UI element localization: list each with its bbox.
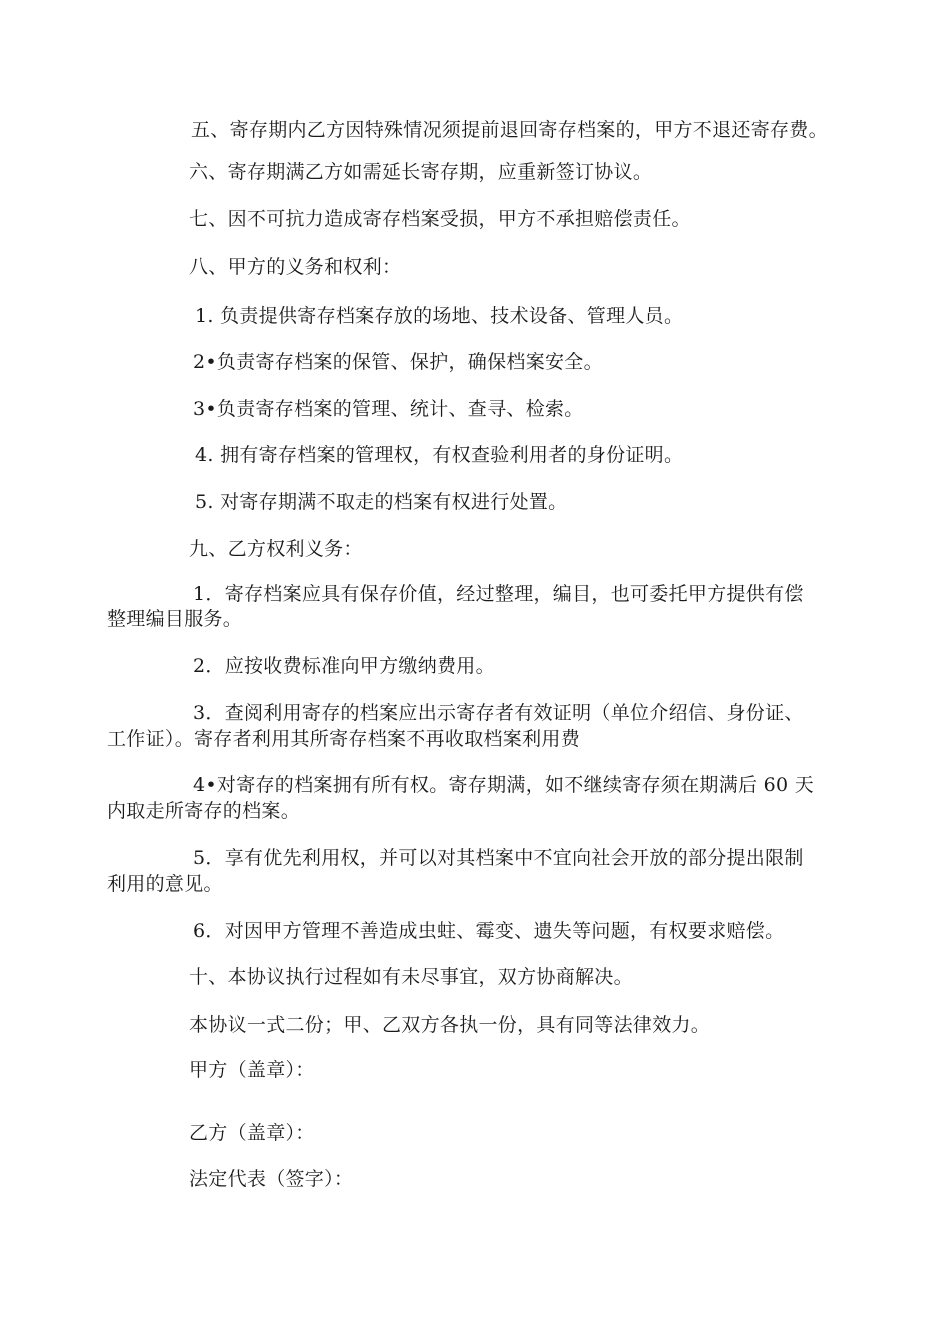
clause-6: 六、寄存期满乙方如需延长寄存期，应重新签订协议。	[189, 161, 653, 183]
party-b-item-continued: 工作证）。寄存者利用其所寄存档案不再收取档案利用费	[107, 728, 581, 750]
party-a-item: 3•负责寄存档案的管理、统计、查寻、检索。	[193, 398, 584, 420]
party-b-item: 6．对因甲方管理不善造成虫蛀、霉变、遗失等问题，有权要求赔偿。	[193, 920, 785, 942]
clause-8-heading: 八、甲方的义务和权利：	[189, 256, 402, 278]
clause-7: 七、因不可抗力造成寄存档案受损，甲方不承担赔偿责任。	[189, 208, 691, 230]
clause-9-heading: 九、乙方权利义务：	[189, 538, 363, 560]
clause-5: 五、寄存期内乙方因特殊情况须提前退回寄存档案的，甲方不退还寄存费。	[191, 119, 828, 141]
party-a-item: 4. 拥有寄存档案的管理权，有权查验利用者的身份证明。	[195, 444, 684, 466]
party-b-item: 1．寄存档案应具有保存价值，经过整理，编目，也可委托甲方提供有偿	[193, 583, 804, 605]
party-a-item: 5. 对寄存期满不取走的档案有权进行处置。	[195, 491, 568, 513]
party-b-item: 2．应按收费标准向甲方缴纳费用。	[193, 655, 495, 677]
party-b-item-continued: 内取走所寄存的档案。	[107, 800, 301, 822]
party-b-item: 4•对寄存的档案拥有所有权。寄存期满，如不继续寄存须在期满后 60 天	[193, 774, 815, 796]
party-a-item: 2•负责寄存档案的保管、保护，确保档案安全。	[193, 351, 603, 373]
copies-statement: 本协议一式二份；甲、乙双方各执一份，具有同等法律效力。	[189, 1014, 711, 1036]
party-a-signature-line: 甲方（盖章）：	[189, 1059, 315, 1081]
party-b-item: 3．查阅利用寄存的档案应出示寄存者有效证明（单位介绍信、身份证、	[193, 702, 804, 724]
party-b-item-continued: 利用的意见。	[107, 873, 223, 895]
party-b-signature-line: 乙方（盖章）：	[189, 1122, 315, 1144]
legal-representative-signature-line: 法定代表（签字）：	[189, 1168, 354, 1190]
party-a-item: 1. 负责提供寄存档案存放的场地、技术设备、管理人员。	[195, 305, 684, 327]
clause-10: 十、本协议执行过程如有未尽事宜，双方协商解决。	[189, 966, 633, 988]
party-b-item: 5．享有优先利用权，并可以对其档案中不宜向社会开放的部分提出限制	[193, 847, 804, 869]
party-b-item-continued: 整理编目服务。	[107, 608, 243, 630]
